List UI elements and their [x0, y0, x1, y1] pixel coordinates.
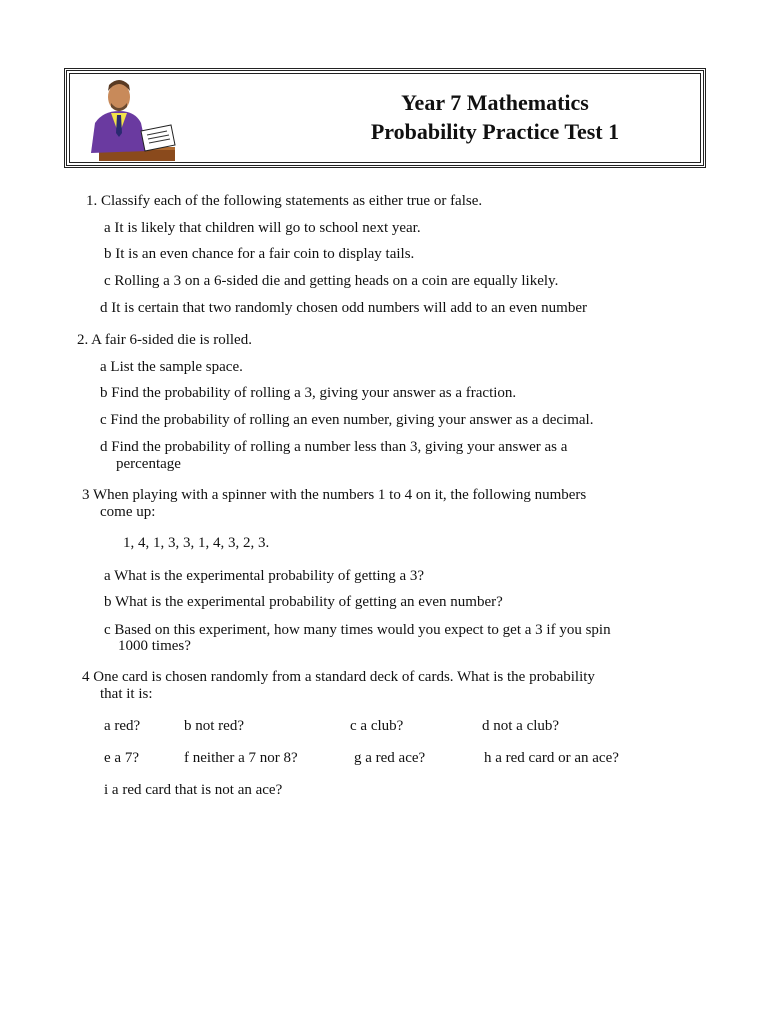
- q3-item-c: c Based on this experiment, how many times would you expect to get a 3 if you spin: [104, 622, 611, 638]
- q4-stem: 4 One card is chosen randomly from a standard deck of cards. What is the probability: [82, 669, 595, 685]
- q4-item-f: f neither a 7 nor 8?: [184, 750, 298, 766]
- q4-item-d: d not a club?: [482, 718, 560, 734]
- q2-item-d: d Find the probability of rolling a number less than 3, giving your answer as a: [100, 439, 568, 455]
- q4-item-e: e a 7?: [104, 750, 139, 766]
- q2-item-b: b Find the probability of rolling a 3, giving your answer as a fraction.: [100, 385, 517, 401]
- q3-item-c-continued: 1000 times?: [118, 638, 191, 654]
- q1-stem: 1. Classify each of the following statements as either true or false.: [86, 193, 483, 209]
- q1-item-b: b It is an even chance for a fair coin to display tails.: [104, 246, 415, 262]
- q4-item-g: g a red ace?: [354, 750, 426, 766]
- teacher-clipart-image: [81, 75, 177, 165]
- page-subtitle: Probability Practice Test 1: [370, 119, 620, 144]
- q4-item-c: c a club?: [350, 718, 404, 734]
- page-title: Year 7 Mathematics: [401, 90, 589, 115]
- q1-item-c: c Rolling a 3 on a 6-sided die and getting heads on a coin are equally likely.: [104, 273, 559, 289]
- q3-item-a: a What is the experimental probability of getting a 3?: [104, 568, 425, 584]
- header-box: [64, 68, 706, 168]
- q4-stem-continued: that it is:: [100, 686, 153, 702]
- q2-item-c: c Find the probability of rolling an even number, giving your answer as a decimal.: [100, 412, 594, 428]
- q3-stem: 3 When playing with a spinner with the numbers 1 to 4 on it, the following numbers: [82, 487, 587, 503]
- q4-item-i: i a red card that is not an ace?: [104, 782, 283, 798]
- q1-item-a: a It is likely that children will go to school next year.: [104, 220, 421, 236]
- q4-item-h: h a red card or an ace?: [484, 750, 619, 766]
- q3-spinner-results: 1, 4, 1, 3, 3, 1, 4, 3, 2, 3.: [123, 535, 270, 551]
- q3-item-b: b What is the experimental probability of getting an even number?: [104, 594, 503, 610]
- q4-item-a: a red?: [104, 718, 141, 734]
- q2-stem: 2. A fair 6-sided die is rolled.: [77, 332, 252, 348]
- q1-item-d: d It is certain that two randomly chosen odd numbers will add to an even number: [100, 300, 587, 316]
- q3-stem-continued: come up:: [100, 504, 156, 520]
- q2-item-a: a List the sample space.: [100, 359, 243, 375]
- q4-item-b: b not red?: [184, 718, 244, 734]
- q2-item-d-continued: percentage: [116, 456, 181, 472]
